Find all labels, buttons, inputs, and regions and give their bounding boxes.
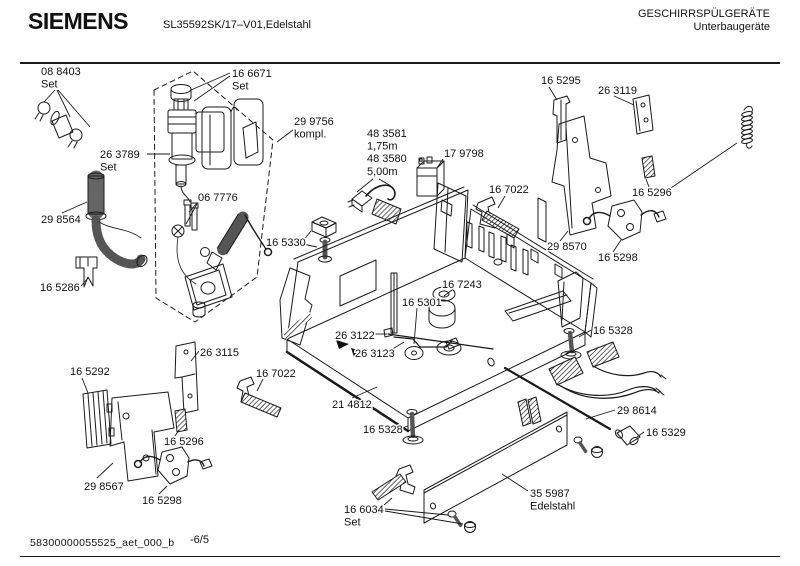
category-title: GESCHIRRSPÜLGERÄTE	[637, 8, 770, 20]
part-label-08-8403: 08 8403 Set	[41, 66, 81, 91]
part-label-16-5296-left: 16 5296	[164, 436, 204, 448]
part-label-16-5298-right: 16 5298	[598, 252, 638, 264]
wiring-harness	[549, 342, 666, 398]
heater-rod	[384, 328, 493, 349]
mounting-plate	[185, 264, 232, 317]
part-label-29-8567: 29 8567	[84, 481, 124, 493]
part-label-06-7776: 06 7776	[198, 192, 238, 204]
part-label-35-5987: 35 5987 Edelstahl	[530, 488, 576, 513]
drain-hose	[86, 173, 149, 268]
model-title: SL35592SK/17–V01,Edelstahl	[163, 19, 312, 31]
cover-panel-16-5292	[83, 390, 114, 448]
brand-logo: SIEMENS	[28, 8, 129, 34]
footer-document-id: 58300000055525_aet_000_b	[30, 537, 175, 549]
clip-16-5296-right	[642, 156, 655, 178]
plate-26-3119	[633, 95, 653, 134]
part-label-16-5286: 16 5286	[40, 282, 80, 294]
part-label-29-8614: 29 8614	[617, 405, 657, 417]
part-label-26-3123: 26 3123	[355, 348, 395, 360]
part-label-29-9756: 29 9756 kompl.	[294, 116, 334, 141]
part-label-16-7022-left: 16 7022	[256, 368, 296, 380]
part-label-21-4812: 21 4812	[332, 399, 372, 411]
clip-16-5295	[553, 96, 570, 143]
rail-16-7022-top	[476, 197, 519, 238]
part-label-26-3115: 26 3115	[200, 347, 239, 359]
part-label-16-7243: 16 7243	[442, 279, 482, 291]
part-label-16-5328-bottom: 16 5328	[363, 424, 403, 436]
screw-and-cap-right	[574, 437, 603, 458]
footer-page-number: -6/5	[190, 534, 209, 546]
part-label-29-8564: 29 8564	[41, 214, 81, 226]
part-label-16-7022-top: 16 7022	[489, 184, 529, 196]
part-label-16-5301: 16 5301	[402, 297, 442, 309]
part-label-16-6671: 16 6671 Set	[232, 68, 272, 93]
part-label-16-5329: 16 5329	[646, 427, 686, 439]
sleeve-16-5329	[614, 426, 640, 446]
aquastop-valve-assembly	[168, 85, 263, 203]
part-label-16-5328-right: 16 5328	[593, 325, 633, 337]
part-label-29-8570: 29 8570	[547, 241, 587, 253]
rail-16-7022-left	[237, 377, 281, 417]
wire-link	[394, 337, 459, 349]
bracket-26-3115	[175, 342, 198, 413]
part-label-26-3119: 26 3119	[598, 85, 637, 97]
cover-disc	[405, 347, 423, 360]
hose-clamp-set	[35, 102, 82, 148]
part-label-16-5292: 16 5292	[70, 366, 110, 378]
part-label-16-6034: 16 6034 Set	[344, 504, 384, 529]
part-label-16-5295: 16 5295	[541, 75, 581, 87]
power-cord	[348, 185, 401, 224]
clip-16-5296-left	[175, 409, 187, 432]
fastener-16-5330	[312, 217, 336, 262]
hex-nut	[172, 225, 196, 284]
part-label-17-9798: 17 9798	[444, 148, 484, 160]
latch-16-5298-right	[584, 200, 667, 240]
leveling-screw-right	[561, 329, 581, 360]
part-label-16-5330: 16 5330	[266, 237, 306, 249]
aquastop-coil-hose	[201, 214, 272, 270]
part-label-48-3581: 48 3581 1,75m 48 3580 5,00m	[367, 128, 407, 178]
part-label-16-5296-right: 16 5296	[632, 187, 672, 199]
subcategory-title: Unterbaugeräte	[693, 21, 770, 33]
part-label-26-3122: 26 3122	[335, 330, 375, 342]
part-label-26-3789: 26 3789 Set	[100, 149, 140, 174]
part-label-16-5298-left: 16 5298	[142, 495, 182, 507]
clip-under-frame	[518, 397, 541, 426]
tension-spring	[741, 106, 753, 148]
